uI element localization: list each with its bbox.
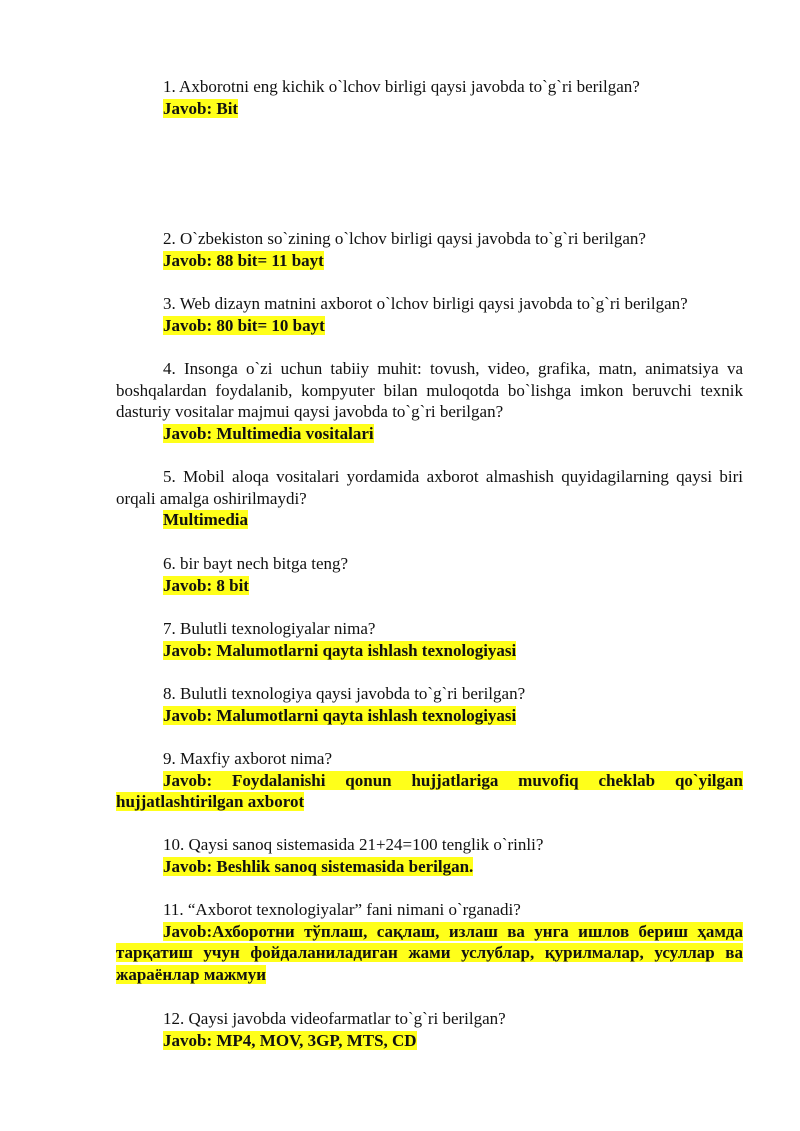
qa-item-12 (116, 1008, 743, 1051)
question-text: 12. Qaysi javobda videofarmatlar to`g`ri berilgan? (163, 1009, 506, 1028)
question-text: 11. “Axborot texnologiyalar” fani nimani o`rganadi? (163, 900, 521, 919)
question-text: 9. Maxfiy axborot nima? (163, 749, 333, 768)
answer-text: Javob: 8 bit (163, 575, 249, 595)
qa-item-2 (116, 228, 743, 271)
question-text: 2. O`zbekiston so`zining o`lchov birligi qaysi javobda to`g`ri berilgan? (163, 229, 646, 248)
question-text: 5. Mobil aloqa vositalari yordamida axborot almashish quyidagilarning qaysi biri orqali amalga oshirilmaydi? (116, 467, 743, 508)
answer-text: Javob: Malumotlarni qayta ishlash texnologiyasi (163, 705, 517, 725)
answer-text: Javob: Malumotlarni qayta ishlash texnologiyasi (163, 640, 517, 660)
question-text: 8. Bulutli texnologiya qaysi javobda to`g`ri berilgan? (163, 684, 526, 703)
answer-text: Javob: 88 bit= 11 bayt (163, 250, 324, 270)
question-text: 1. Axborotni eng kichik o`lchov birligi qaysi javobda to`g`ri berilgan? (163, 77, 640, 96)
question-text: 3. Web dizayn matnini axborot o`lchov birligi qaysi javobda to`g`ri berilgan? (163, 294, 688, 313)
answer-text: Javob: Foydalanishi qonun hujjatlariga muvofiq cheklab qo`yilgan hujjatlashtirilgan axborot (116, 770, 743, 812)
answer-text: Javob:Ахборотни тўплаш, сақлаш, излаш ва унга ишлов бериш ҳамда тарқатиш учун фойдаланиладиган жами услублар, қурилмалар, усуллар ва жараёнлар мажмуи (116, 921, 743, 985)
question-text: 7. Bulutli texnologiyalar nima? (163, 619, 376, 638)
answer-text: Javob: MP4, MOV, 3GP, MTS, CD (163, 1030, 417, 1050)
qa-item-7 (116, 618, 743, 661)
answer-text: Multimedia (163, 510, 248, 530)
qa-item-5 (116, 466, 743, 531)
qa-item-11 (116, 899, 743, 986)
qa-item-10 (116, 834, 743, 877)
question-text: 6. bir bayt nech bitga teng? (163, 554, 349, 573)
question-text: 4. Insonga o`zi uchun tabiiy muhit: tovush, video, grafika, matn, animatsiya va boshqalardan foydalanib, kompyuter bilan muloqotda bo`lishga imkon beruvchi texnik dasturiy vositalar majmui qaysi javobda to`g`ri berilgan? (116, 359, 743, 422)
qa-item-3 (116, 293, 743, 336)
qa-item-4 (116, 358, 743, 445)
qa-item-8 (116, 683, 743, 726)
question-text: 10. Qaysi sanoq sistemasida 21+24=100 tenglik o`rinli? (163, 835, 544, 854)
answer-text: Javob: Bit (163, 98, 239, 118)
qa-item-1 (116, 76, 743, 119)
answer-text: Javob: 80 bit= 10 bayt (163, 315, 325, 335)
qa-item-6 (116, 553, 743, 596)
answer-text: Javob: Beshlik sanoq sistemasida berilgan. (163, 856, 474, 876)
answer-text: Javob: Multimedia vositalari (163, 424, 374, 444)
qa-item-9 (116, 748, 743, 813)
